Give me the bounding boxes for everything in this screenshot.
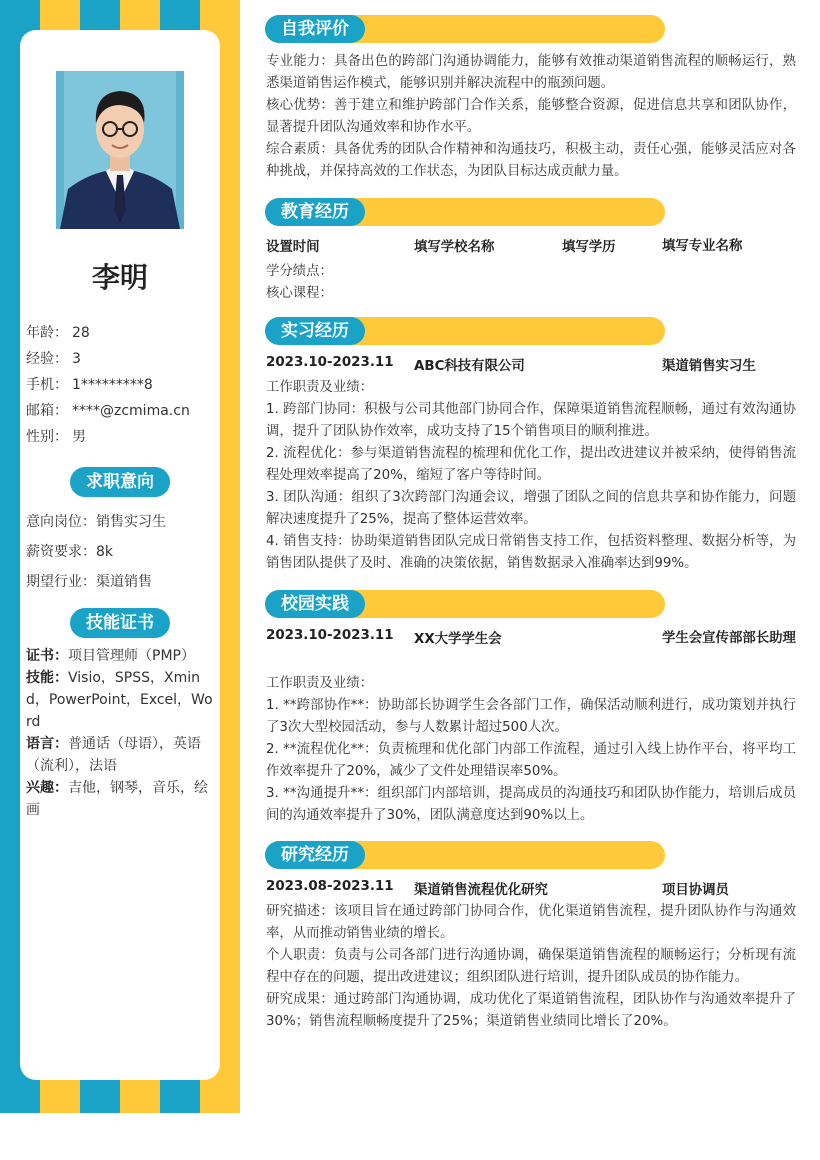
education-degree: 填写学历 — [562, 240, 616, 255]
sidebar — [0, 0, 240, 1113]
info-label: 邮箱： — [26, 403, 68, 419]
research-role: 项目协调员 — [662, 883, 729, 898]
skill-label: 技能： — [26, 670, 68, 686]
skill-text: 项目管理师（PMP） — [68, 648, 195, 664]
intent-heading: 求职意向 — [70, 467, 170, 497]
internship-body — [266, 377, 796, 575]
education-time: 设置时间 — [266, 240, 320, 255]
info-experience — [26, 348, 81, 368]
section-title: 自我评价 — [265, 15, 365, 43]
education-school: 填写学校名称 — [414, 240, 495, 255]
internship-item: 1. 跨部门协同：积极与公司其他部门协同合作，保障渠道销售流程顺畅，通过有效沟通协调，提升了团队协作效率，成功支持了15个销售项目的顺利推进。 — [266, 402, 796, 439]
internship-time: 2023.10-2023.11 — [266, 355, 394, 370]
intent-industry: 期望行业：渠道销售 — [26, 574, 152, 590]
education-courses: 核心课程： — [266, 286, 333, 301]
internship-item: 2. 流程优化：参与渠道销售流程的梳理和优化工作，提出改进建议并被采纳，使得销售流程处理效率提高了20%，缩短了客户等待时间。 — [266, 446, 796, 483]
section-self-eval — [265, 15, 665, 43]
research-item: 研究成果：通过跨部门沟通协调，成功优化了渠道销售流程，团队协作与沟通效率提升了30%；销售流程顺畅度提升了25%；渠道销售业绩同比增长了20%。 — [266, 992, 796, 1029]
internship-item: 4. 销售支持：协助渠道销售团队完成日常销售支持工作，包括资料整理、数据分析等，为销售团队提供了及时、准确的决策依据，销售数据录入准确率达到99%。 — [266, 534, 796, 571]
info-gender — [26, 426, 86, 446]
campus-item: 2. **流程优化**：负责梳理和优化部门内部工作流程，通过引入线上协作平台，将平均工作效率提升了20%，减少了文件处理错误率50%。 — [266, 742, 796, 779]
skill-label: 证书： — [26, 648, 68, 664]
skill-label: 兴趣： — [26, 780, 68, 796]
intent-position: 意向岗位：销售实习生 — [26, 514, 166, 530]
skill-text: Visio，SPSS，Xmind，PowerPoint，Excel，Word — [26, 670, 213, 730]
portrait-photo — [56, 71, 184, 229]
section-title: 实习经历 — [265, 317, 365, 345]
skills-heading: 技能证书 — [70, 608, 170, 638]
portrait-icon — [56, 71, 184, 229]
section-research — [265, 841, 665, 869]
education-major: 填写专业名称 — [662, 239, 743, 254]
campus-duty-title: 工作职责及业绩： — [266, 676, 374, 691]
info-label: 经验： — [26, 351, 68, 367]
skills-list — [26, 645, 214, 821]
section-title: 校园实践 — [265, 590, 365, 618]
info-value: ****@zcmima.cn — [72, 403, 190, 419]
skill-item — [26, 667, 214, 733]
internship-org: ABC科技有限公司 — [414, 359, 525, 374]
info-value: 男 — [72, 429, 86, 445]
education-gpa: 学分绩点： — [266, 264, 333, 279]
campus-org: XX大学学生会 — [414, 632, 502, 647]
self-eval-paragraph: 核心优势：善于建立和维护跨部门合作关系，能够整合资源，促进信息共享和团队协作，显著提升团队沟通效率和协作水平。 — [266, 98, 796, 135]
campus-item: 3. **沟通提升**：组织部门内部培训，提高成员的沟通技巧和团队协作能力，培训后成员间的沟通效率提升了30%，团队满意度达到90%以上。 — [266, 786, 796, 823]
section-campus — [265, 590, 665, 618]
self-eval-body — [266, 51, 796, 183]
info-value: 28 — [72, 325, 90, 341]
info-age — [26, 322, 90, 342]
research-body — [266, 901, 796, 1033]
candidate-name: 李明 — [91, 261, 148, 294]
campus-role: 学生会宣传部部长助理 — [662, 631, 796, 646]
section-internship — [265, 317, 665, 345]
info-phone — [26, 374, 153, 394]
info-label: 性别： — [26, 429, 68, 445]
section-education — [265, 198, 665, 226]
info-value: 3 — [72, 351, 81, 367]
info-label: 年龄： — [26, 325, 68, 341]
skill-item — [26, 733, 214, 777]
intent-salary: 薪资要求：8k — [26, 544, 114, 560]
self-eval-paragraph: 专业能力：具备出色的跨部门沟通协调能力，能够有效推动渠道销售流程的顺畅运行，熟悉渠道销售运作模式，能够识别并解决流程中的瓶颈问题。 — [266, 54, 796, 91]
internship-item: 3. 团队沟通：组织了3次跨部门沟通会议，增强了团队之间的信息共享和协作能力，问题解决速度提升了25%，提高了整体运营效率。 — [266, 490, 796, 527]
research-item: 个人职责：负责与公司各部门进行沟通协调，确保渠道销售流程的顺畅运行；分析现有流程中存在的问题，提出改进建议；组织团队进行培训，提升团队成员的协作能力。 — [266, 948, 796, 985]
skill-text: 普通话（母语），英语（流利），法语 — [26, 736, 201, 774]
internship-role: 渠道销售实习生 — [662, 359, 756, 374]
profile-card — [20, 30, 220, 1080]
skill-text: 吉他，钢琴，音乐，绘画 — [26, 780, 208, 818]
research-time: 2023.08-2023.11 — [266, 879, 394, 894]
internship-duty-title: 工作职责及业绩： — [266, 380, 374, 395]
skill-label: 语言： — [26, 736, 68, 752]
info-label: 手机： — [26, 377, 68, 393]
campus-item: 1. **跨部协作**：协助部长协调学生会各部门工作，确保活动顺利进行，成功策划并执行了3次大型校园活动，参与人数累计超过500人次。 — [266, 698, 796, 735]
section-title: 研究经历 — [265, 841, 365, 869]
skill-item — [26, 645, 214, 667]
info-value: 1*********8 — [72, 377, 153, 393]
info-email — [26, 400, 190, 420]
section-title: 教育经历 — [265, 198, 365, 226]
skill-item — [26, 777, 214, 821]
research-project: 渠道销售流程优化研究 — [414, 883, 548, 898]
research-item: 研究描述：该项目旨在通过跨部门协同合作，优化渠道销售流程，提升团队协作与沟通效率，从而推动销售业绩的增长。 — [266, 904, 796, 941]
campus-body — [266, 673, 796, 827]
campus-time: 2023.10-2023.11 — [266, 628, 394, 643]
self-eval-paragraph: 综合素质：具备优秀的团队合作精神和沟通技巧，积极主动，责任心强，能够灵活应对各种挑战，并保持高效的工作状态，为团队目标达成贡献力量。 — [266, 142, 796, 179]
